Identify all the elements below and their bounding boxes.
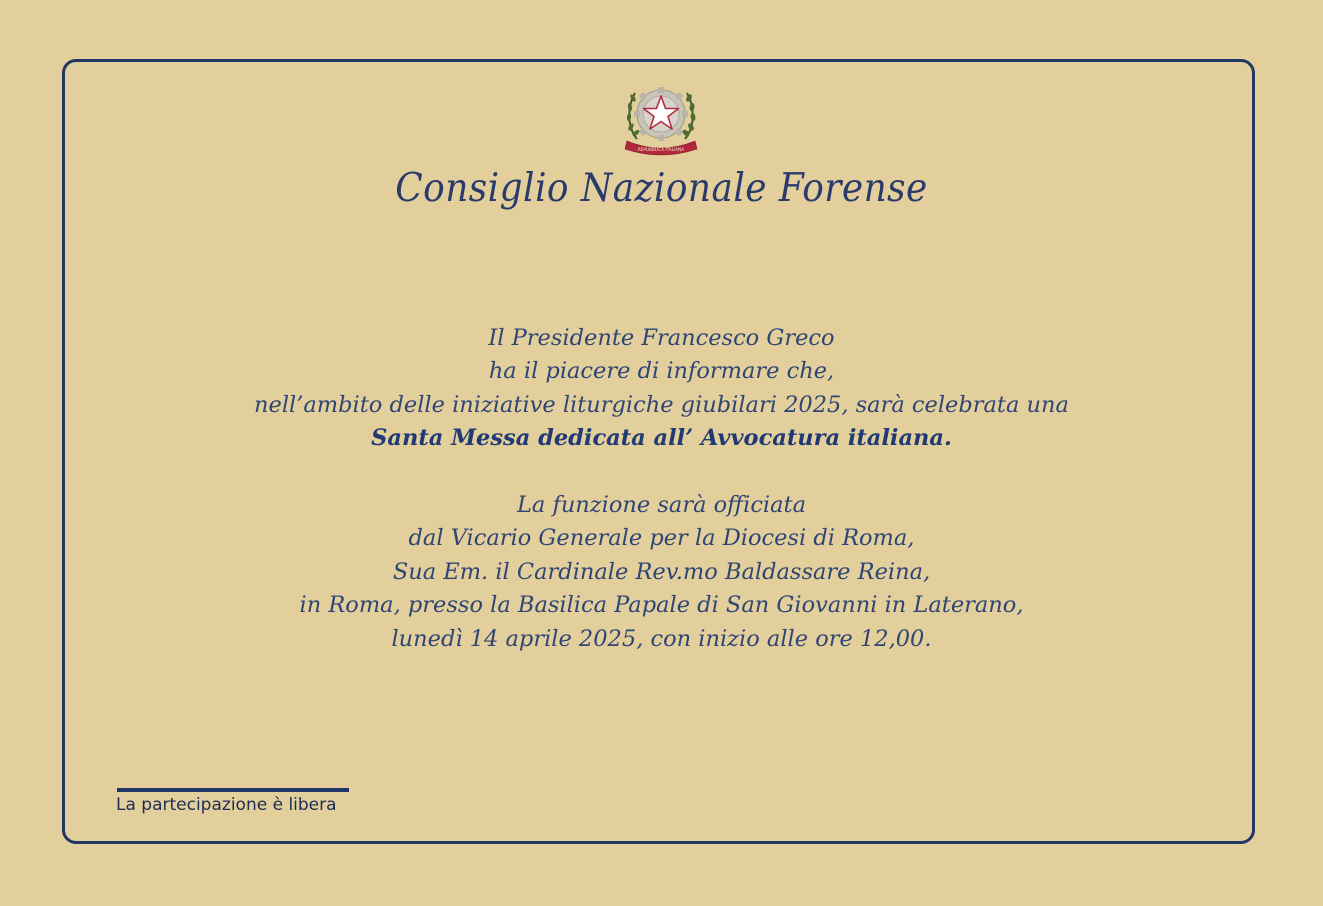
event-headline: Santa Messa dedicata all’ Avvocatura italiana. [371,425,952,452]
invitation-line: dal Vicario Generale per la Diocesi di Roma, [408,525,915,552]
italian-republic-emblem-icon [621,77,701,159]
organization-title: Consiglio Nazionale Forense [395,166,928,211]
invitation-line: nell’ambito delle iniziative liturgiche giubilari 2025, sarà celebrata una [254,391,1069,418]
invitation-line: Il Presidente Francesco Greco [488,325,835,351]
invitation-line: La funzione sarà officiata [516,492,806,518]
invitation-paragraph-1 [0,322,1323,456]
invitation-line: Sua Em. il Cardinale Rev.mo Baldassare Reina, [392,558,931,585]
invitation-line: ha il piacere di informare che, [488,358,835,385]
invitation-line: lunedì 14 aprile 2025, con inizio alle ore 12,00. [391,625,932,652]
participation-note: La partecipazione è libera [116,795,337,815]
svg-text:REPUBBLICA ITALIANA: REPUBBLICA ITALIANA [637,147,685,152]
invitation-line: in Roma, presso la Basilica Papale di San Giovanni in Laterano, [299,592,1024,619]
invitation-paragraph-2 [0,489,1323,656]
footer-divider [117,788,349,792]
